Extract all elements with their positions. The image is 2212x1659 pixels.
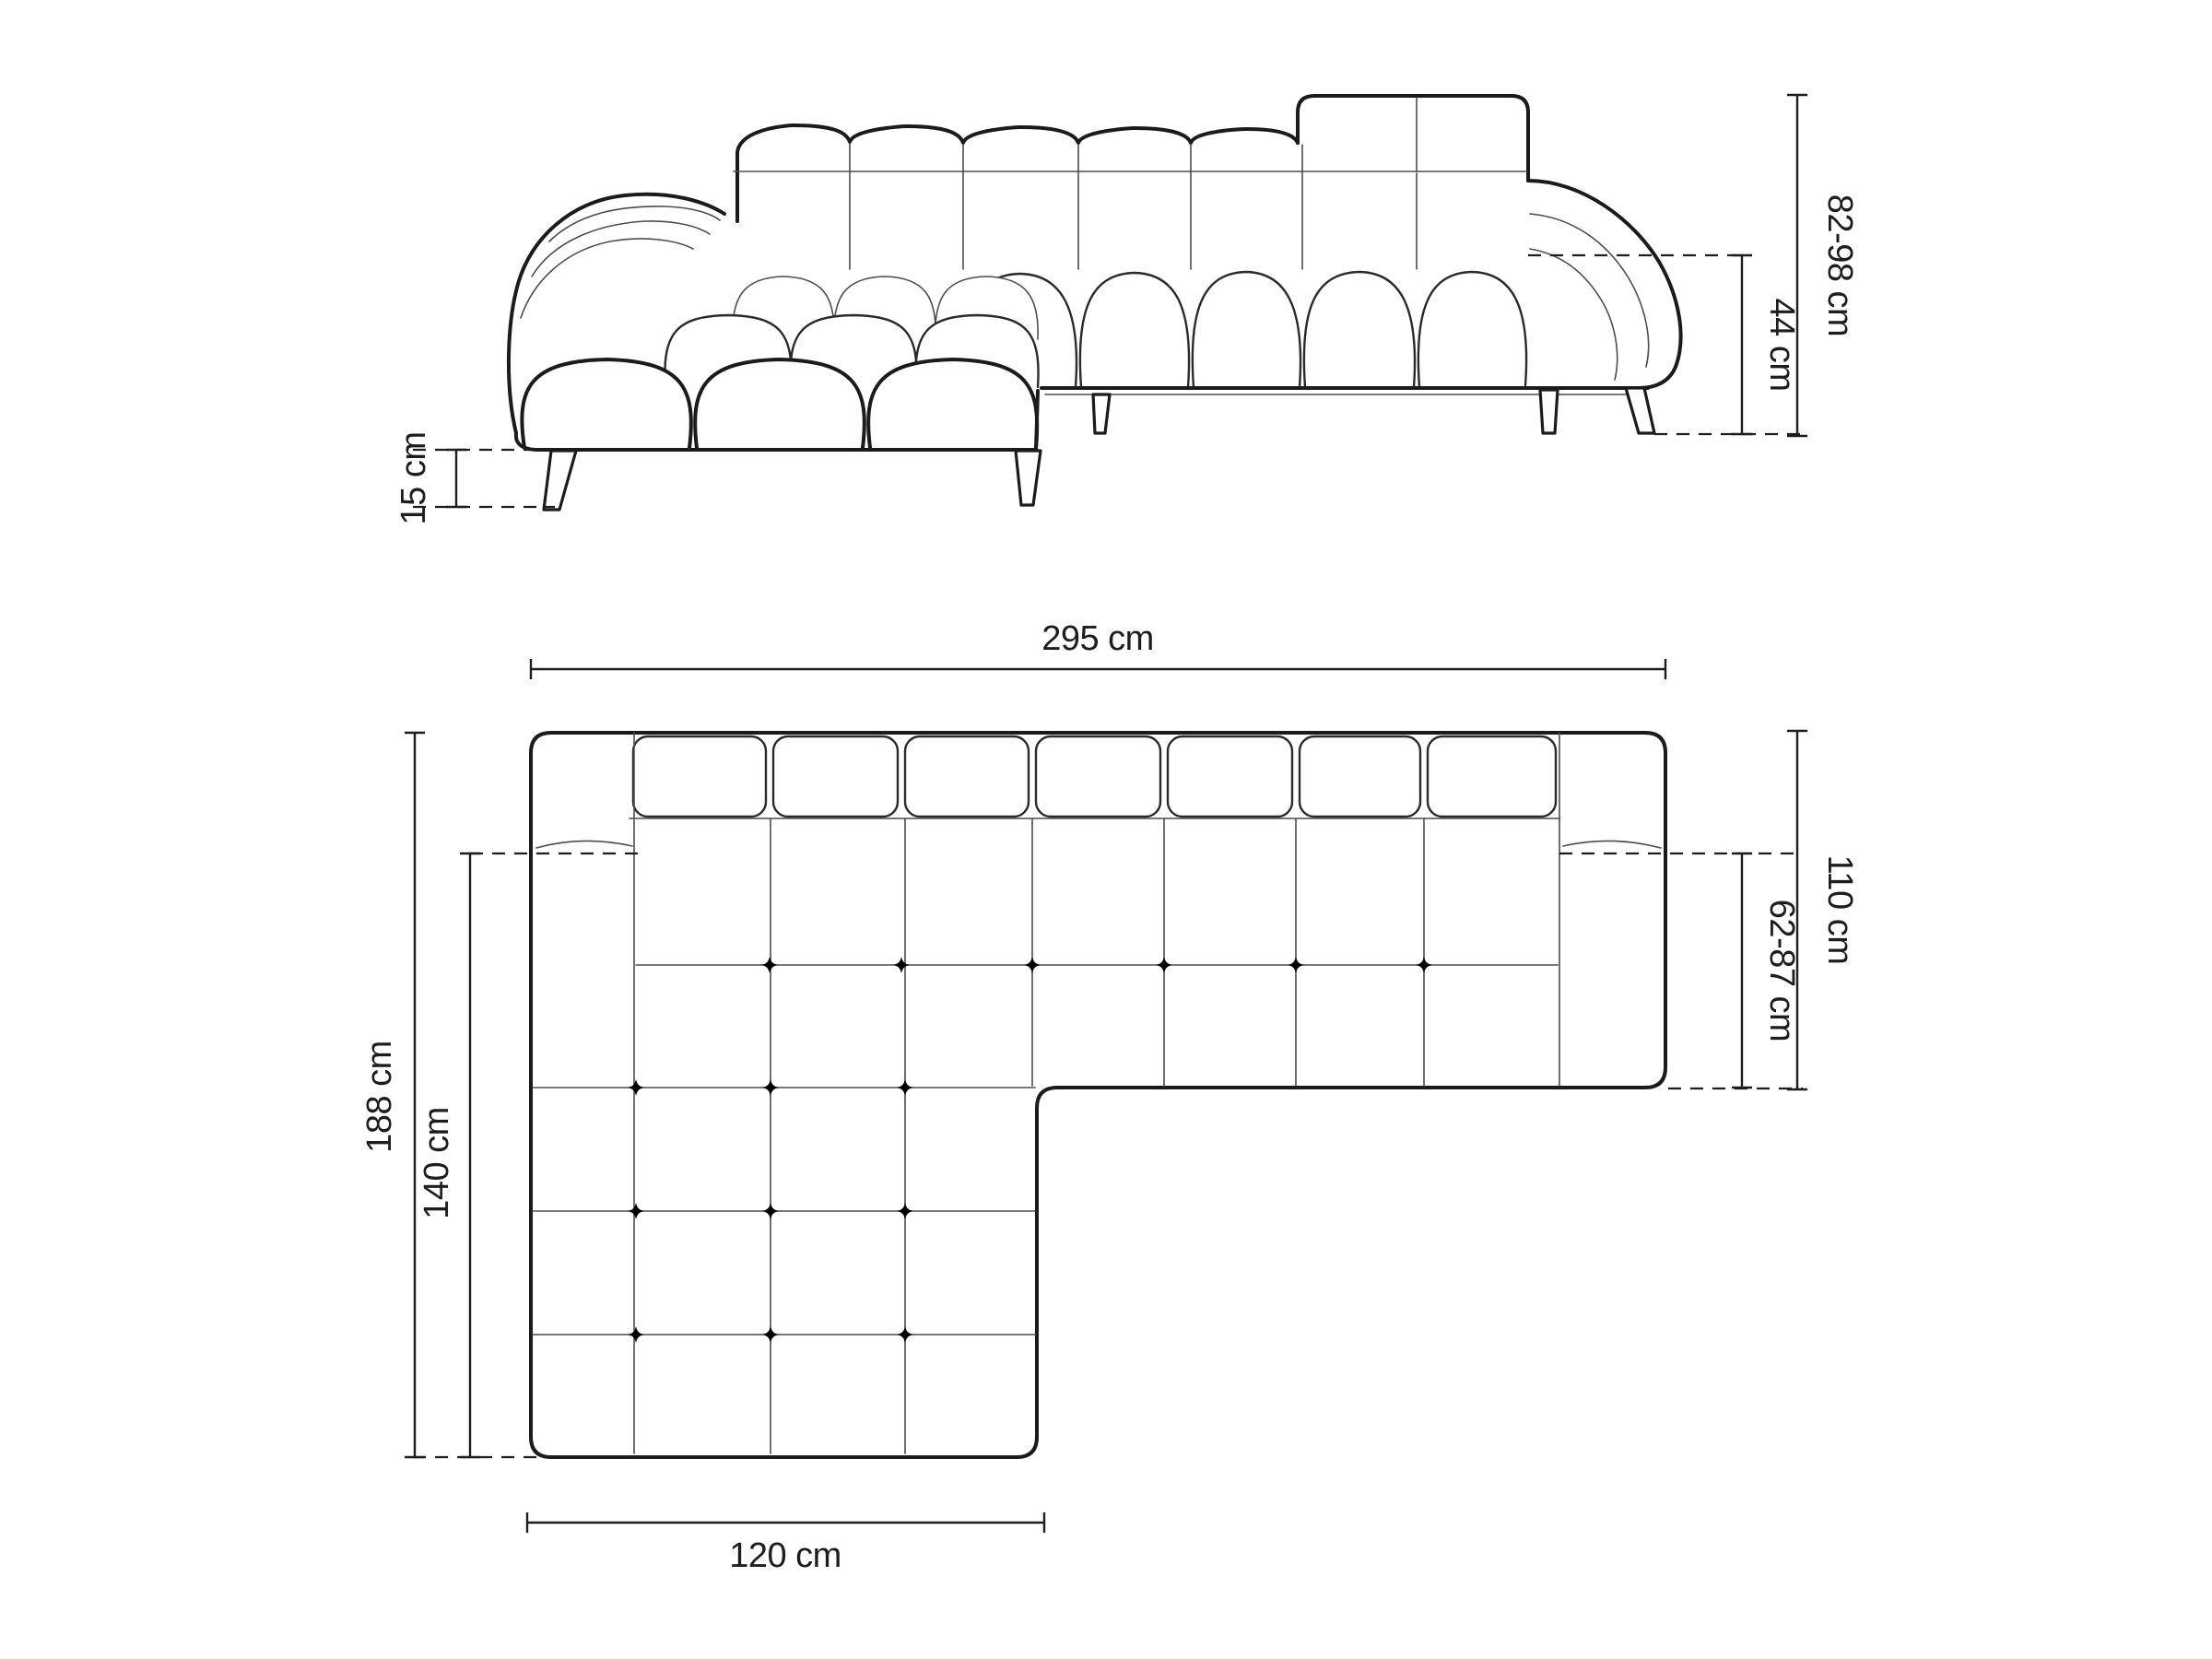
plan-left-arm-cushion-curve xyxy=(536,841,632,848)
left-arm-channel-seam xyxy=(521,239,693,318)
dimension-label-side-depth: 110 cm xyxy=(1820,854,1859,965)
dimension-label-leg-height: 15 cm xyxy=(394,431,433,525)
right-arm-channel-seam xyxy=(1530,214,1649,367)
dimension-label-overall-depth: 188 cm xyxy=(360,1041,399,1153)
dimension-chaise-width xyxy=(527,1512,1044,1575)
front-leg-bench-small xyxy=(1093,394,1110,433)
sofa-backrest-outline xyxy=(737,125,1298,221)
sofa-headrest-raised-outline xyxy=(1298,96,1528,181)
dimension-label-overall-width: 295 cm xyxy=(1041,619,1154,658)
right-arm-outline xyxy=(1528,181,1681,388)
plan-outline xyxy=(531,733,1665,1457)
dimension-label-overall-height: 82-98 cm xyxy=(1820,194,1859,337)
front-leg-bench-mid xyxy=(1540,390,1558,433)
dimension-seat-depth xyxy=(1732,853,1801,1088)
front-leg-chaise-right xyxy=(1016,451,1041,505)
chaise-seat-cushions xyxy=(522,276,1038,448)
dimension-overall-width xyxy=(531,619,1665,679)
backrest-vertical-seams xyxy=(850,144,1417,269)
dimension-label-seat-height: 44 cm xyxy=(1762,298,1801,392)
plan-right-arm-cushion-curve xyxy=(1563,841,1661,848)
top-plan-view xyxy=(360,619,1859,1575)
plan-horizontal-seams xyxy=(533,818,1559,1335)
dimension-label-seat-depth: 62-87 cm xyxy=(1762,899,1801,1042)
dimension-label-chaise-length: 140 cm xyxy=(418,1107,456,1219)
bench-seat-cushions xyxy=(965,272,1526,387)
plan-backrest-cushions xyxy=(633,736,1556,817)
dimension-chaise-length xyxy=(418,853,480,1457)
dimension-seat-height xyxy=(1732,255,1801,434)
front-elevation-view xyxy=(394,95,1859,524)
front-leg-chaise-left xyxy=(544,451,576,510)
dimension-label-chaise-width: 120 cm xyxy=(729,1536,841,1575)
right-arm-channel-seam xyxy=(1530,249,1618,380)
dimension-overall-depth xyxy=(360,733,425,1457)
plan-tuft-marks xyxy=(628,957,1432,1343)
front-leg-bench-right xyxy=(1626,388,1654,433)
plan-vertical-seams xyxy=(634,733,1559,1453)
dimension-leg-height xyxy=(394,432,466,525)
left-arm-channel-seam xyxy=(532,221,710,276)
